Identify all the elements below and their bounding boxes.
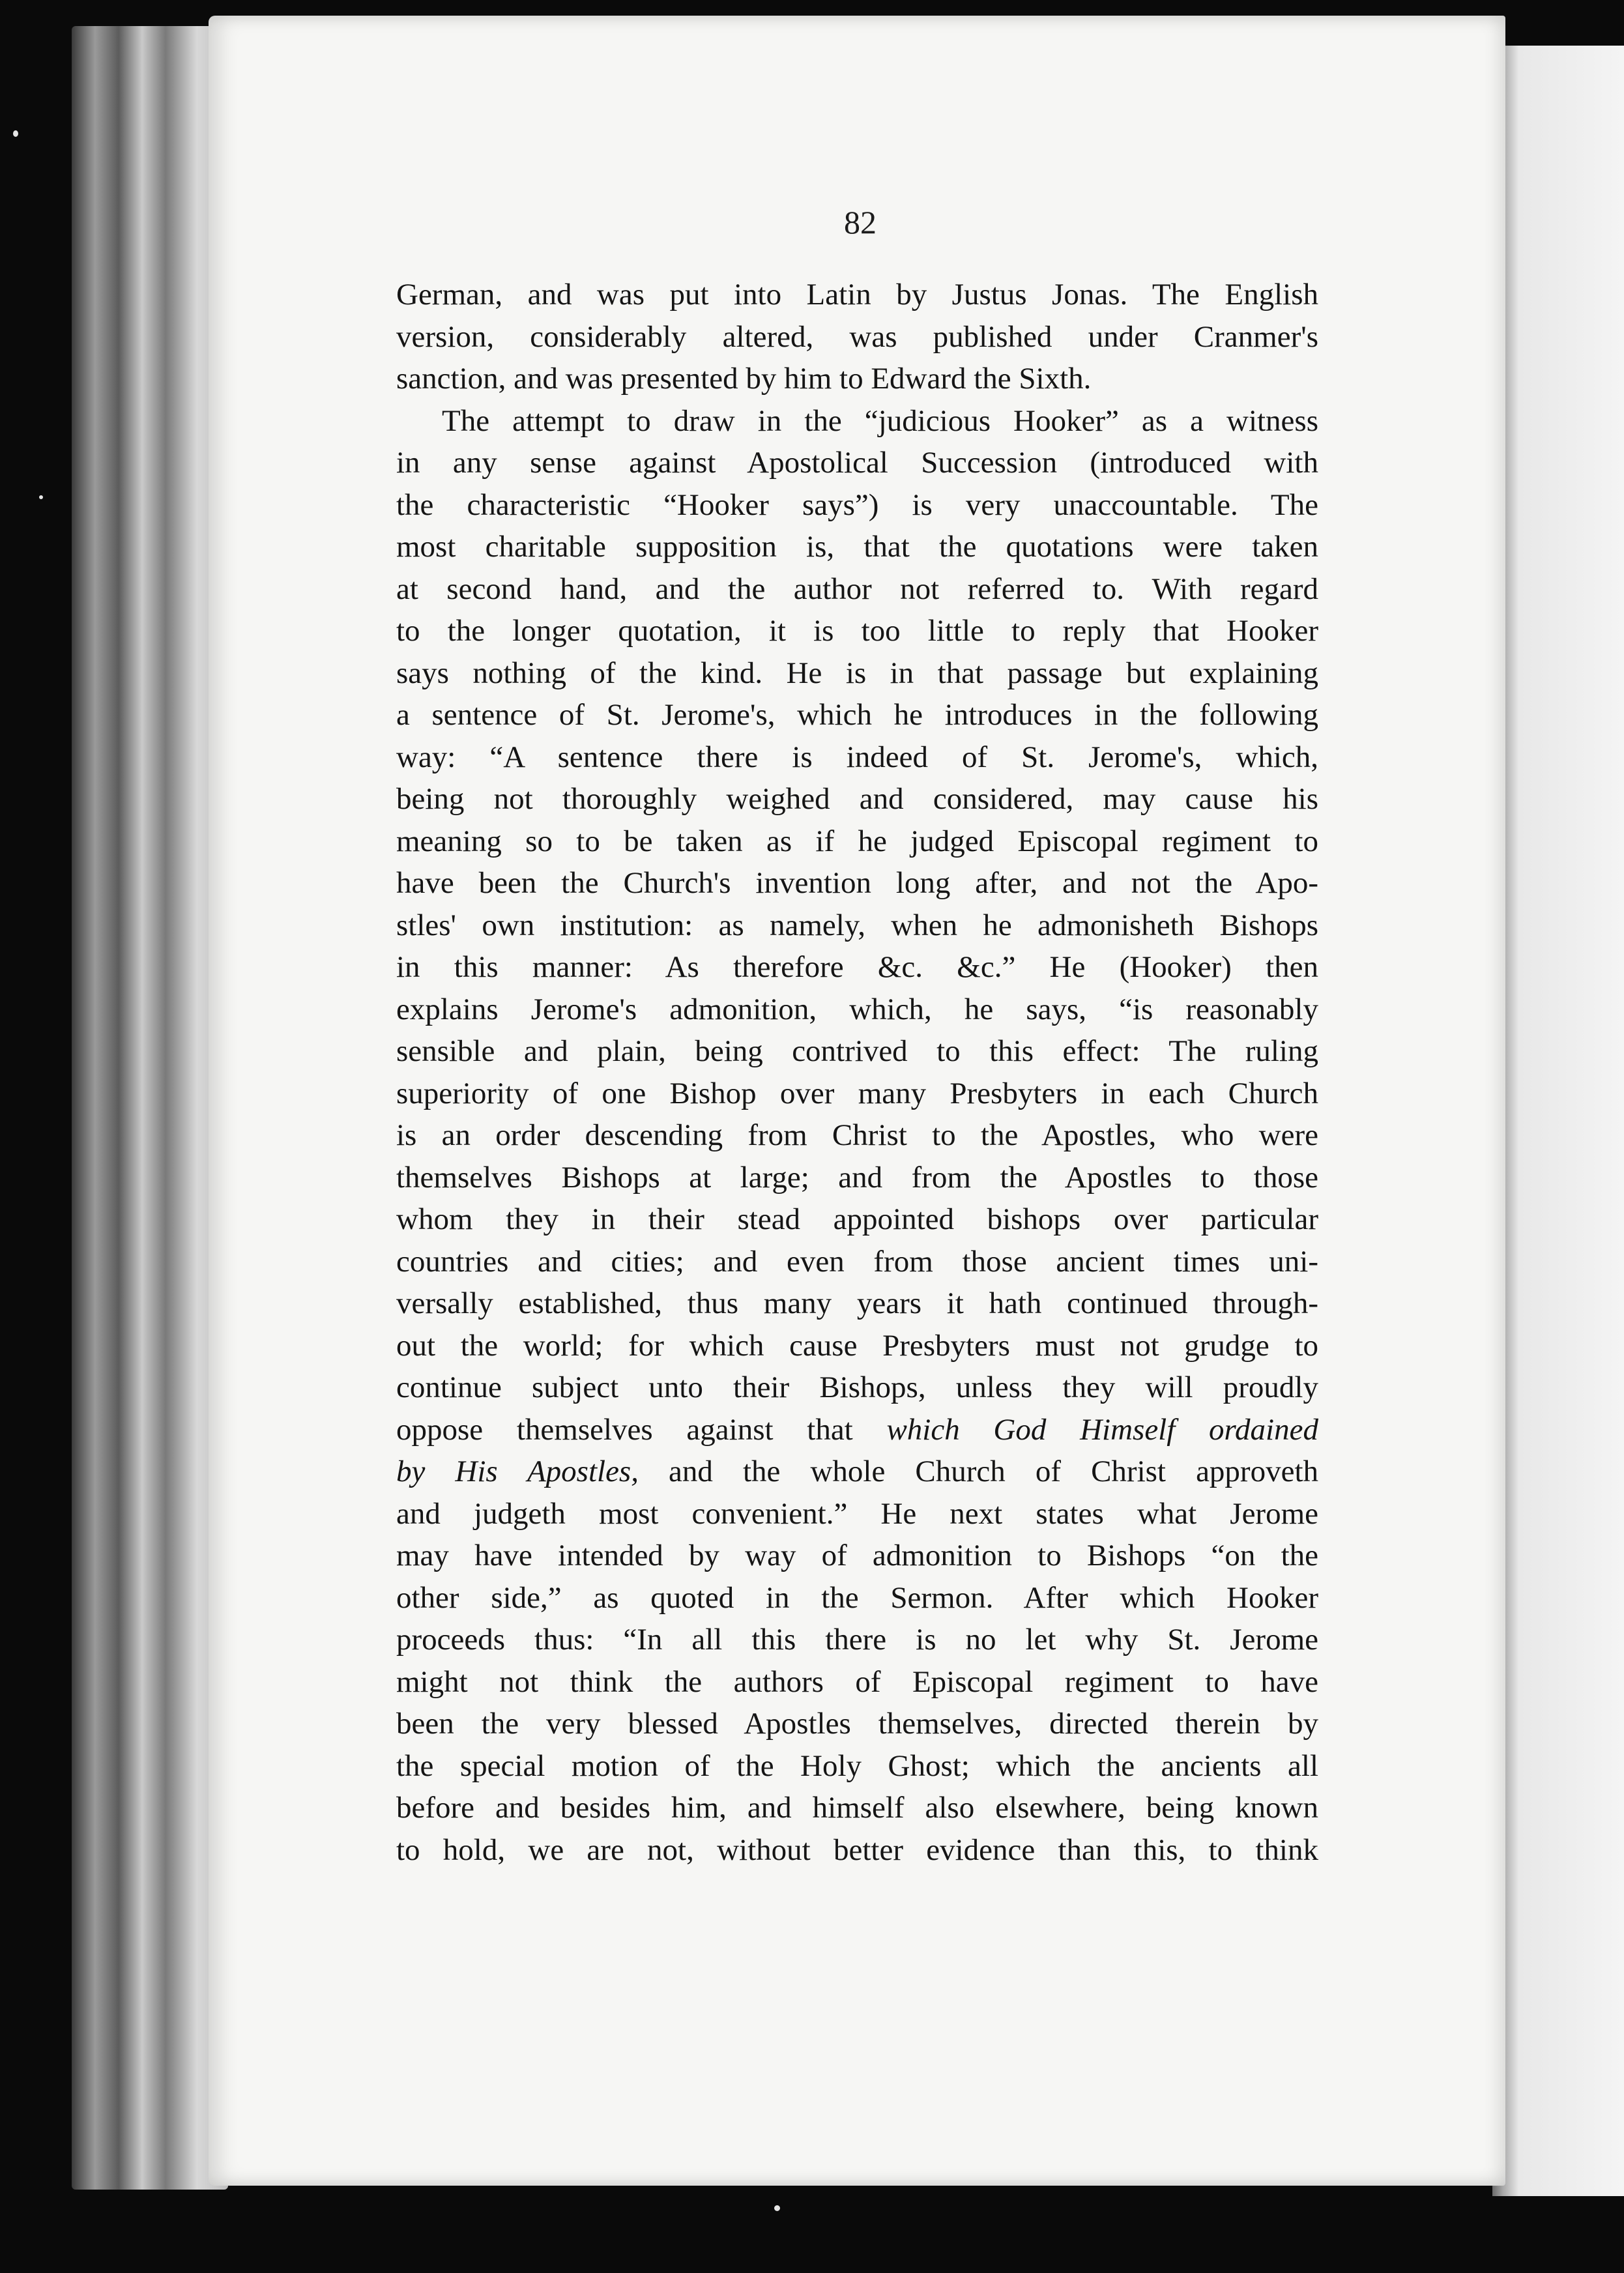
line-text: been the very blessed Apostles themselves, directed therein by <box>396 1707 1318 1741</box>
text-line <box>396 1577 1318 1619</box>
text-line <box>396 1367 1318 1409</box>
line-text: and the whole Church of Christ approveth <box>638 1455 1318 1488</box>
line-text: meaning so to be taken as if he judged Episcopal regiment to <box>396 824 1318 858</box>
text-line <box>396 946 1318 989</box>
line-text: in this manner: As therefore &c. &c.” He (Hooker) then <box>396 950 1318 984</box>
line-text: might not think the authors of Episcopal regiment to have <box>396 1664 1318 1699</box>
text-line <box>396 989 1318 1031</box>
line-text: way: “A sentence there is indeed of St. Jerome's, which, <box>396 740 1318 774</box>
text-line <box>396 274 1318 316</box>
line-text: version, considerably altered, was published under Cranmer's <box>396 319 1318 354</box>
line-text: other side,” as quoted in the Sermon. After which Hooker <box>396 1580 1318 1615</box>
line-text: sanction, and was presented by him to Edward the Sixth. <box>396 362 1092 396</box>
text-line <box>396 610 1318 652</box>
text-line <box>396 820 1318 863</box>
text-line <box>396 1030 1318 1073</box>
text-line <box>396 905 1318 947</box>
line-text: whom they in their stead appointed bishops over particular <box>396 1202 1318 1236</box>
italic-text: by His Apostles, <box>396 1455 639 1488</box>
line-text: sensible and plain, being contrived to this effect: The ruling <box>396 1034 1318 1068</box>
line-text: at second hand, and the author not referred to. With regard <box>396 572 1318 606</box>
text-line <box>396 1661 1318 1703</box>
text-line <box>396 1073 1318 1115</box>
line-text: The attempt to draw in the “judicious Hooker” as a witness <box>442 403 1318 438</box>
line-text: stles' own institution: as namely, when he admonisheth Bishops <box>396 908 1318 942</box>
line-text: German, and was put into Latin by Justus Jonas. The English <box>396 278 1318 311</box>
line-text: themselves Bishops at large; and from the Apostles to those <box>396 1160 1318 1194</box>
text-line <box>396 1829 1318 1872</box>
book-facing-page-edge <box>1492 46 1624 2196</box>
line-text: to the longer quotation, it is too little to reply that Hooker <box>396 614 1318 648</box>
text-line <box>396 1535 1318 1577</box>
text-line <box>396 1745 1318 1788</box>
text-line <box>396 1703 1318 1745</box>
line-text: a sentence of St. Jerome's, which he introduces in the following <box>396 698 1318 732</box>
line-text: explains Jerome's admonition, which, he says, “is reasonably <box>396 992 1318 1026</box>
text-line <box>396 358 1318 400</box>
line-text: most charitable supposition is, that the quotations were taken <box>396 530 1318 564</box>
line-text: to hold, we are not, without better evidence than this, to think <box>396 1832 1318 1867</box>
line-text: being not thoroughly weighed and considered, may cause his <box>396 782 1318 816</box>
line-text: have been the Church's invention long after, and not the Apo- <box>396 866 1318 900</box>
page-number: 82 <box>844 204 877 240</box>
line-text: countries and cities; and even from those ancient times uni- <box>396 1244 1318 1279</box>
text-line <box>396 652 1318 695</box>
text-line <box>396 1619 1318 1661</box>
scan-speck <box>39 495 43 499</box>
text-line <box>396 1493 1318 1535</box>
line-text: versally established, thus many years it hath continued through- <box>396 1286 1318 1320</box>
text-line <box>396 484 1318 527</box>
line-text: the special motion of the Holy Ghost; which the ancients all <box>396 1748 1318 1783</box>
line-text: in any sense against Apostolical Succession (introduced with <box>396 446 1318 480</box>
text-line <box>396 778 1318 820</box>
line-text: continue subject unto their Bishops, unless they will proudly <box>396 1370 1318 1404</box>
text-line <box>396 568 1318 611</box>
text-line <box>396 736 1318 779</box>
book-page-edges-left <box>72 26 228 2190</box>
text-line <box>396 694 1318 736</box>
text-line <box>396 526 1318 568</box>
line-text: out the world; for which cause Presbyters must not grudge to <box>396 1328 1318 1363</box>
body-text <box>396 274 1318 1871</box>
text-line <box>396 1451 1318 1493</box>
text-line <box>396 1241 1318 1283</box>
text-line <box>396 1157 1318 1199</box>
line-text: is an order descending from Christ to the Apostles, who were <box>396 1118 1318 1152</box>
line-text: before and besides him, and himself also elsewhere, being known <box>396 1791 1318 1825</box>
italic-text: which God Himself ordained <box>886 1412 1318 1447</box>
line-text: proceeds thus: “In all this there is no let why St. Jerome <box>396 1623 1318 1657</box>
line-text: says nothing of the kind. He is in that passage but explaining <box>396 656 1318 690</box>
text-line <box>396 400 1318 442</box>
text-line <box>396 1787 1318 1829</box>
text-line <box>396 1198 1318 1241</box>
line-text: and judgeth most convenient.” He next states what Jerome <box>396 1496 1318 1531</box>
text-line <box>396 1325 1318 1367</box>
scan-speck <box>13 130 18 137</box>
text-line <box>396 1114 1318 1157</box>
text-line <box>396 1282 1318 1325</box>
line-text: the characteristic “Hooker says”) is very unaccountable. The <box>396 487 1318 522</box>
text-line <box>396 316 1318 358</box>
text-line <box>396 1409 1318 1451</box>
line-text: oppose themselves against that <box>396 1412 887 1447</box>
line-text: superiority of one Bishop over many Presbyters in each Church <box>396 1076 1318 1110</box>
scan-speck <box>774 2205 780 2211</box>
text-line <box>396 862 1318 905</box>
text-line <box>396 442 1318 484</box>
line-text: may have intended by way of admonition to Bishops “on the <box>396 1539 1318 1572</box>
